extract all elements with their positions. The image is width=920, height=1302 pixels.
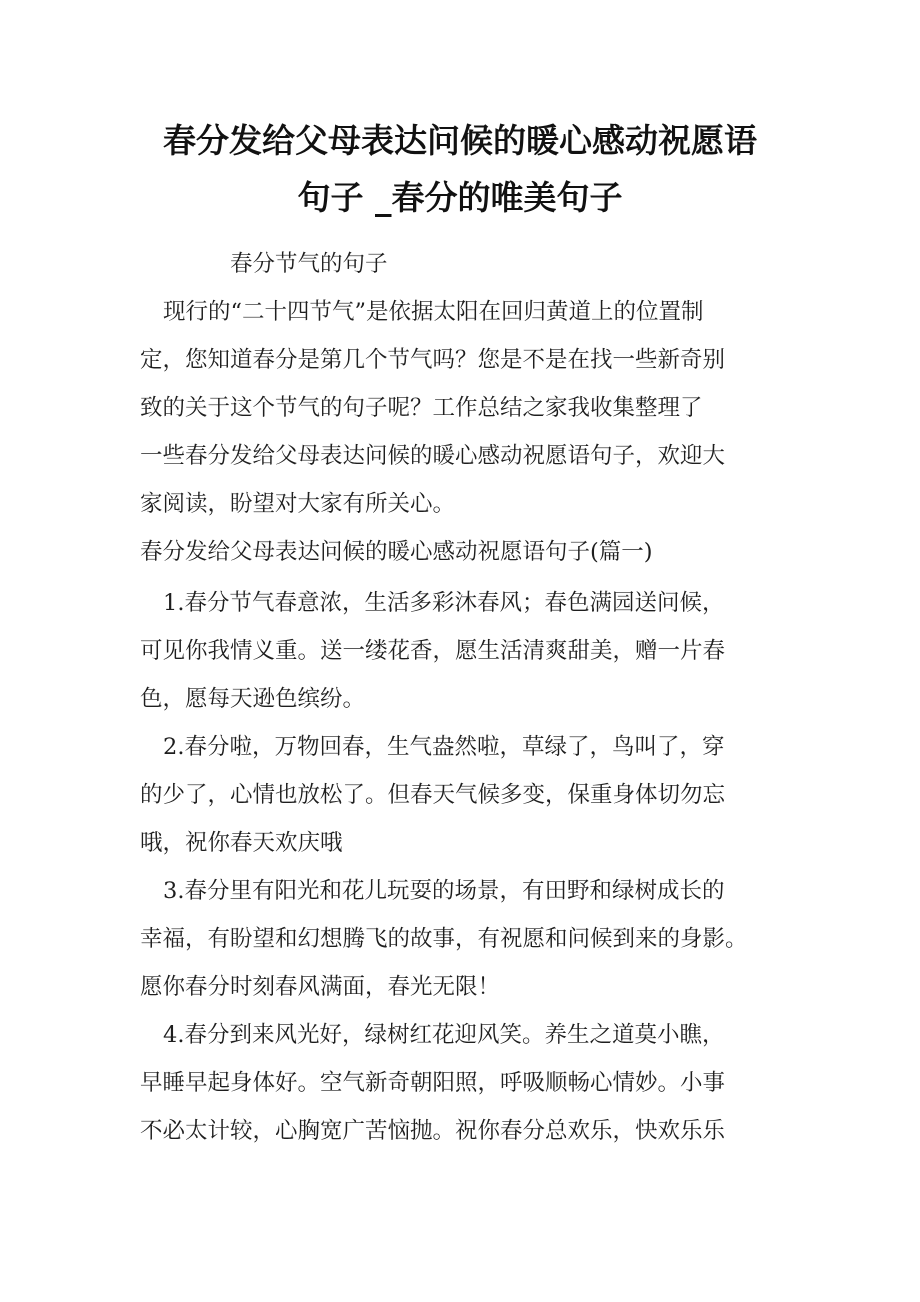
paragraph-line: 哦，祝你春天欢庆哦: [140, 830, 343, 856]
paragraph-line: 可见你我情义重。送一缕花香，愿生活清爽甜美，赠一片春: [140, 638, 726, 664]
paragraph-line: 3.春分里有阳光和花儿玩耍的场景，有田野和绿树成长的: [163, 878, 725, 904]
intro-line: 现行的“二十四节气”是依据太阳在回归黄道上的位置制: [163, 299, 704, 325]
paragraph-line: 幸福，有盼望和幻想腾飞的故事，有祝愿和问候到来的身影。: [140, 926, 748, 952]
paragraph-line: 2.春分啦，万物回春，生气盎然啦，草绿了，鸟叫了，穿: [163, 734, 725, 760]
section-heading: 春分发给父母表达问候的暖心感动祝愿语句子(篇一): [140, 539, 653, 565]
paragraph-line: 色，愿每天逊色缤纷。: [140, 686, 366, 712]
paragraph-line: 的少了，心情也放松了。但春天气候多变，保重身体切勿忘: [140, 782, 726, 808]
intro-line: 一些春分发给父母表达问候的暖心感动祝愿语句子，欢迎大: [140, 443, 726, 469]
intro-line: 家阅读，盼望对大家有所关心。: [140, 491, 456, 517]
title-line-2: 句子 _春分的唯美句子: [297, 178, 623, 217]
paragraph-line: 1.春分节气春意浓，生活多彩沐春风；春色满园送问候，: [163, 590, 725, 616]
paragraph-line: 不必太计较，心胸宽广苦恼抛。祝你春分总欢乐，快欢乐乐: [140, 1118, 726, 1144]
paragraph-line: 4.春分到来风光好，绿树红花迎风笑。养生之道莫小瞧，: [163, 1022, 725, 1048]
subheading: 春分节气的句子: [230, 251, 388, 277]
intro-line: 定，您知道春分是第几个节气吗？您是不是在找一些新奇别: [140, 347, 726, 373]
title-line-1: 春分发给父母表达问候的暖心感动祝愿语: [163, 121, 757, 160]
document-title: [140, 112, 780, 226]
paragraph-line: 愿你春分时刻春风满面，春光无限！: [140, 974, 501, 1000]
intro-line: 致的关于这个节气的句子呢？工作总结之家我收集整理了: [140, 395, 703, 421]
paragraph-line: 早睡早起身体好。空气新奇朝阳照，呼吸顺畅心情妙。小事: [140, 1070, 726, 1096]
